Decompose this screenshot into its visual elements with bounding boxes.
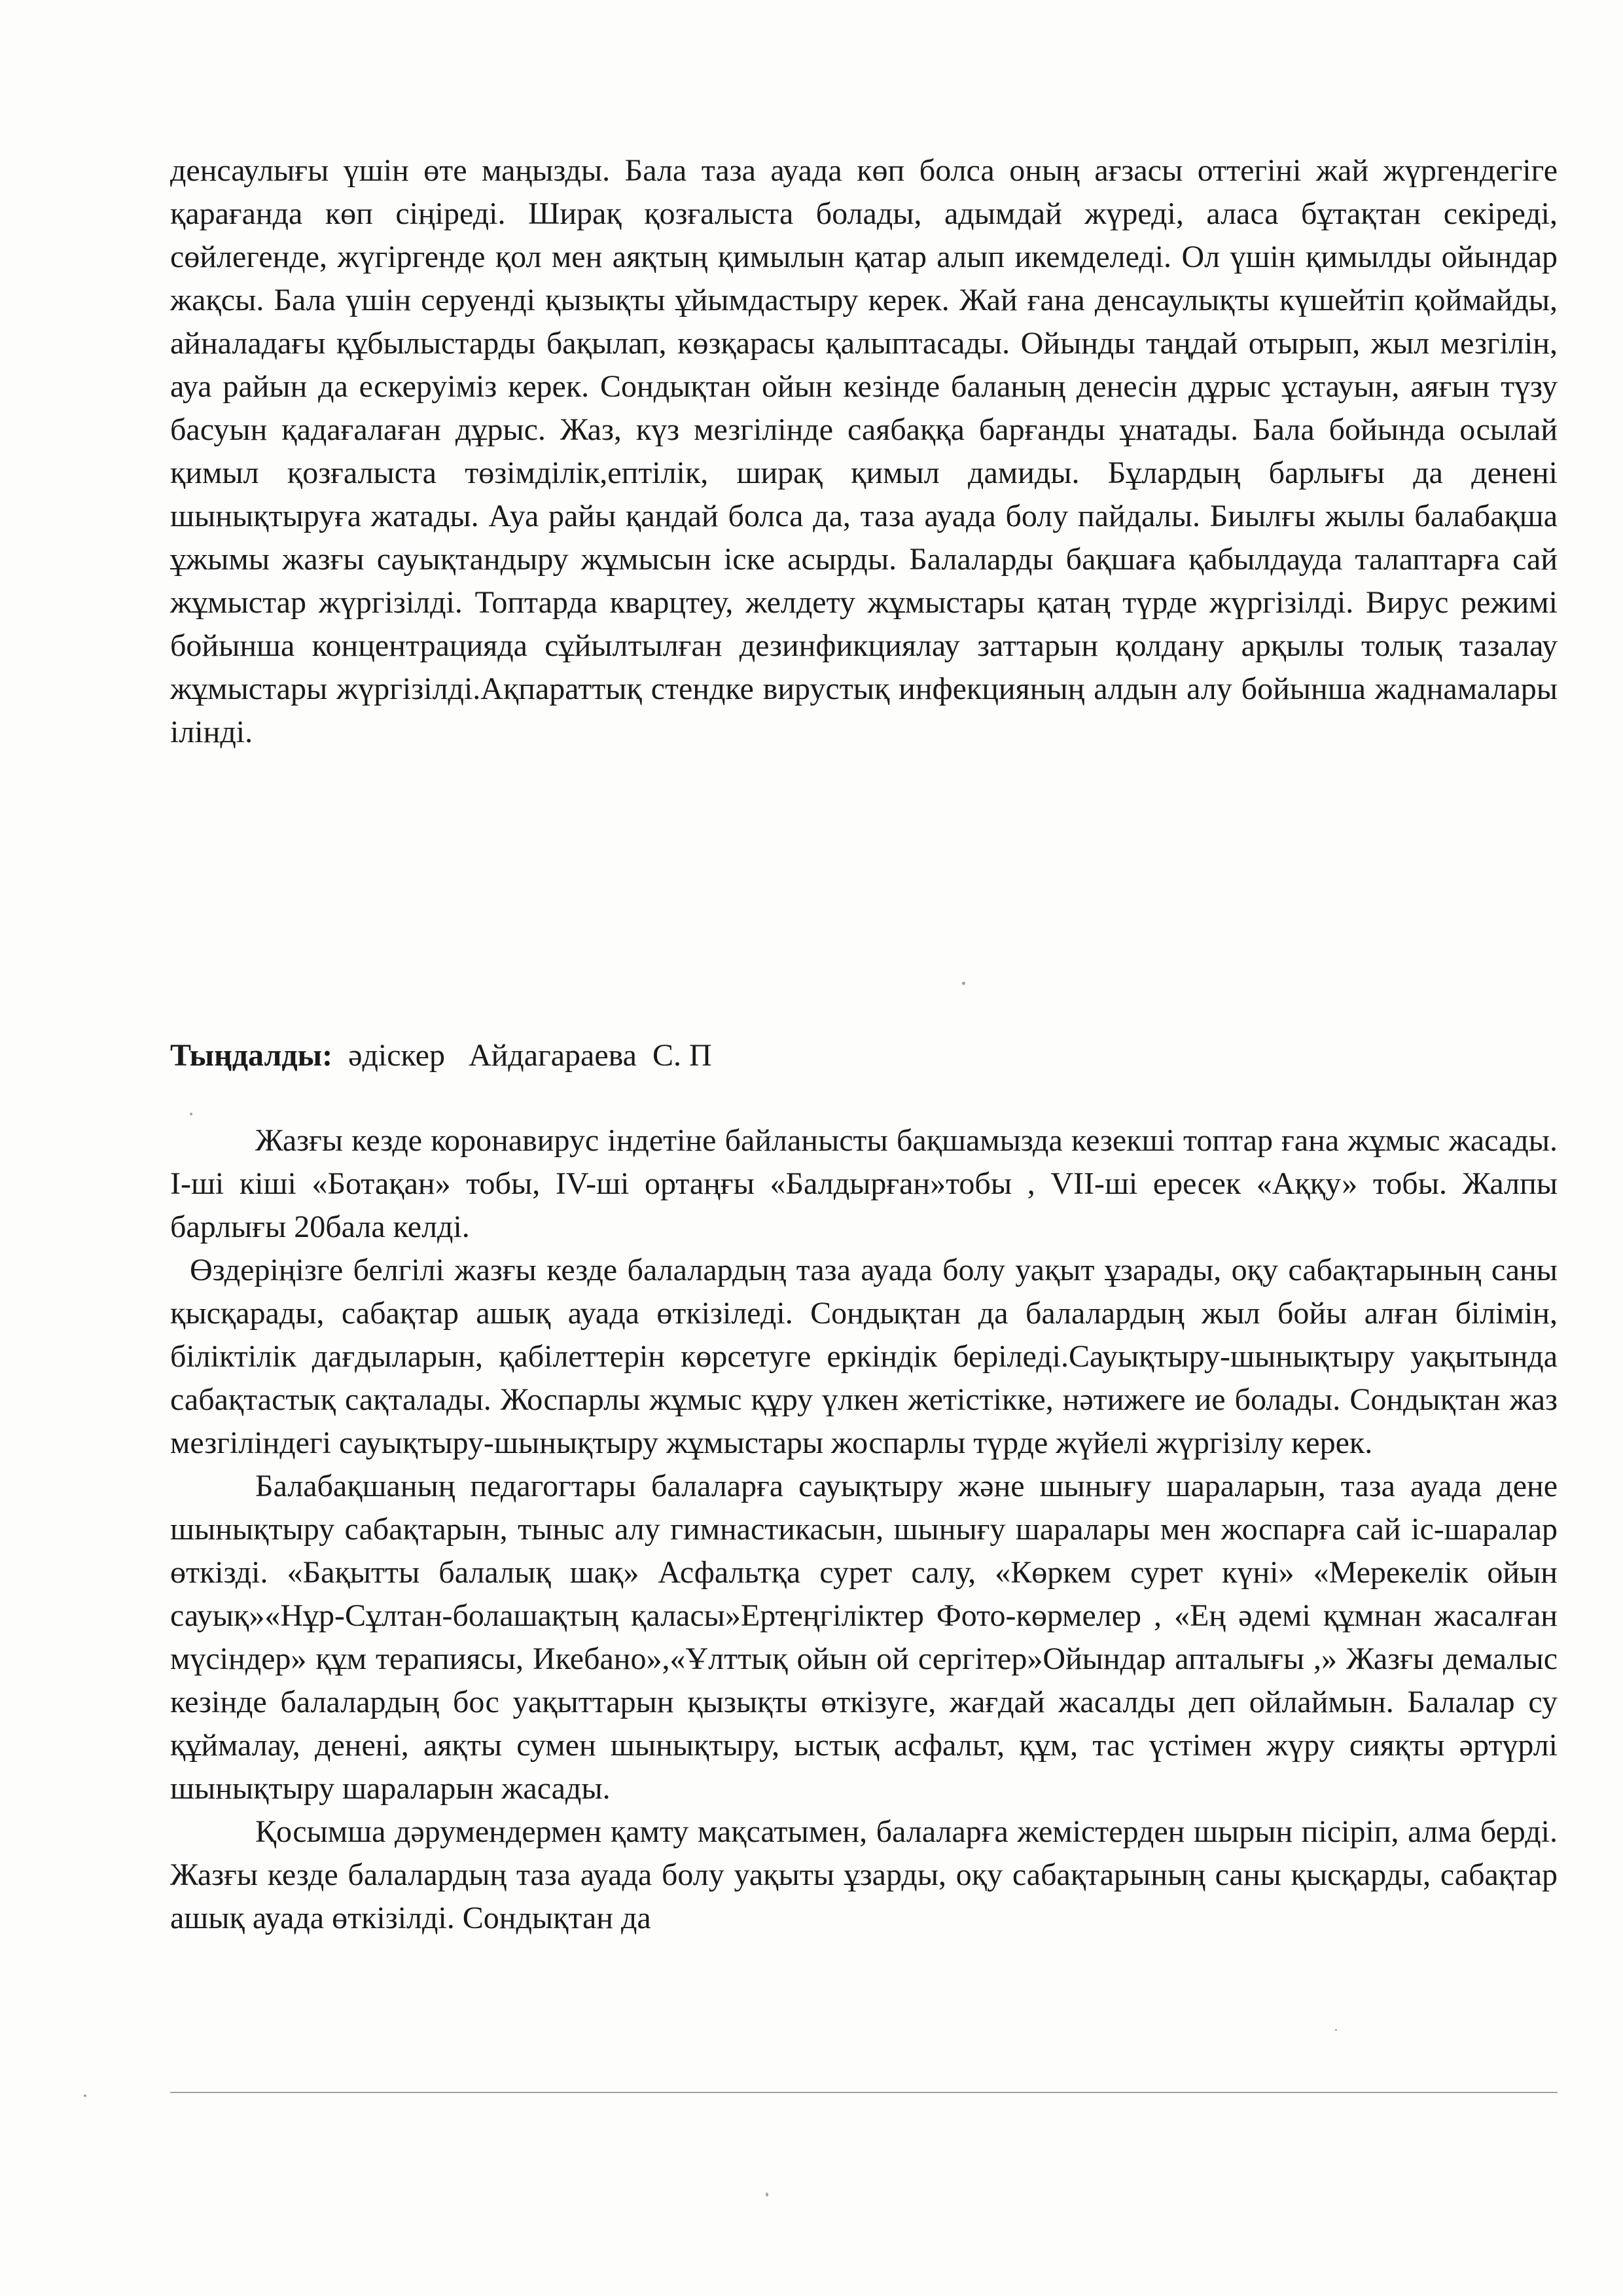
heading-label: Тыңдалды: [170, 1038, 333, 1073]
scan-speck [962, 982, 965, 985]
paragraph-4: Қосымша дәрумендермен қамту мақсатымен, балаларға жемістерден шырын пісіріп, алма берді. Жазғы кезде балалардың таза ауада болу уақыты ұзарды, оқу сабақтарының саны қысқарды, сабақтар ашық ауада өткізілді. Сондықтан да [170, 1814, 1558, 1935]
paragraph-top: денсаулығы үшін өте маңызды. Бала таза ауада көп болса оның ағзасы оттегіні жай жүргендегіге қарағанда көп сіңіреді. Ширақ қозғалыста болады, адымдай жүреді, аласа бұтақтан секіреді, сөйлегенде, жүгіргенде қол мен аяқтың қимылын қатар алып икемделеді. Ол үшін қимылды ойындар жақсы. Бала үшін серуенді қызықты ұйымдастыру керек. Жай ғана денсаулықты күшейтіп қоймайды, айналадағы құбылыстарды бақылап, көзқарасы қалыптасады. Ойынды таңдай отырып, жыл мезгілін, ауа райын да ескеруіміз керек. Сондықтан ойын кезінде баланың денесін дұрыс ұстауын, аяғын түзу басуын қадағалаған дұрыс. Жаз, күз мезгілінде саябаққа барғанды ұнатады. Бала бойында осылай қимыл қозғалыста төзімділік,ептілік, ширақ қимыл дамиды. Бұлардың барлығы да денені шынықтыруға жатады. Ауа райы қандай болса да, таза ауада болу пайдалы. Биылғы жылы балабақша ұжымы жазғы сауықтандыру жұмысын іске асырды. Балаларды бақшаға қабылдауда талаптарға сай жұмыстар жүргізілді. Топтарда кварцтеу, желдету жұмыстары қатаң түрде жүргізілді. Вирус режимі бойынша концентрацияда сұйылтылған дезинфикциялау заттарын қолдану арқылы толық тазалау жұмыстары жүргізілді.Ақпараттық стендке вирустық инфекцияның алдын алу бойынша жаднамалары ілінді. [170, 153, 1558, 749]
heading-line [170, 1034, 1558, 1077]
body-paragraphs [170, 1119, 1558, 1940]
scan-speck [1335, 2029, 1337, 2031]
top-paragraph-block [170, 149, 1558, 754]
scan-speck [84, 2094, 86, 2097]
heading-author: әдіскер Айдагараева С. П [332, 1038, 712, 1073]
scan-speck [190, 1113, 192, 1115]
cut-off-text-line [170, 2088, 1558, 2097]
scan-speck [766, 2193, 768, 2197]
paragraph-2: Өздеріңізге белгілі жазғы кезде балалардың таза ауада болу уақыт ұзарады, оқу сабақтарының саны қысқарады, сабақтар ашық ауада өткізіледі. Сондықтан да балалардың жыл бойы алған білімін, біліктілік дағдыларын, қабілеттерін көрсетуге еркіндік беріледі.Сауықтыру-шынықтыру уақытында сабақтастық сақталады. Жоспарлы жұмыс құру үлкен жетістікке, нәтижеге ие болады. Сондықтан жаз мезгіліндегі сауықтыру-шынықтыру жұмыстары жоспарлы түрде жүйелі жүргізілу керек. [170, 1253, 1558, 1460]
paragraph-1: Жазғы кезде коронавирус індетіне байланысты бақшамызда кезекші топтар ғана жұмыс жасады. I-ші кіші «Ботақан» тобы, IV-ші ортаңғы «Балдырған»тобы , VII-ші ересек «Аққу» тобы. Жалпы барлығы 20бала келді. [170, 1123, 1558, 1244]
paragraph-3: Балабақшаның педагогтары балаларға сауықтыру және шынығу шараларын, таза ауада дене шынықтыру сабақтарын, тыныс алу гимнастикасын, шынығу шаралары мен жоспарға сай іс-шаралар өткізді. «Бақытты балалық шақ» Асфальтқа сурет салу, «Көркем сурет күні» «Мерекелік ойын сауық»«Нұр-Сұлтан-болашақтың қаласы»Ертеңгіліктер Фото-көрмелер , «Ең әдемі құмнан жасалған мүсіндер» құм терапиясы, Икебано»,«Ұлттық ойын ой сергітер»Ойындар апталығы ,» Жазғы демалыс кезінде балалардың бос уақыттарын қызықты өткізуге, жағдай жасалды деп ойлаймын. Балалар су құймалау, денені, аяқты сумен шынықтыру, ыстық асфальт, құм, тас үстімен жүру сияқты әртүрлі шынықтыру шараларын жасады. [170, 1469, 1558, 1806]
